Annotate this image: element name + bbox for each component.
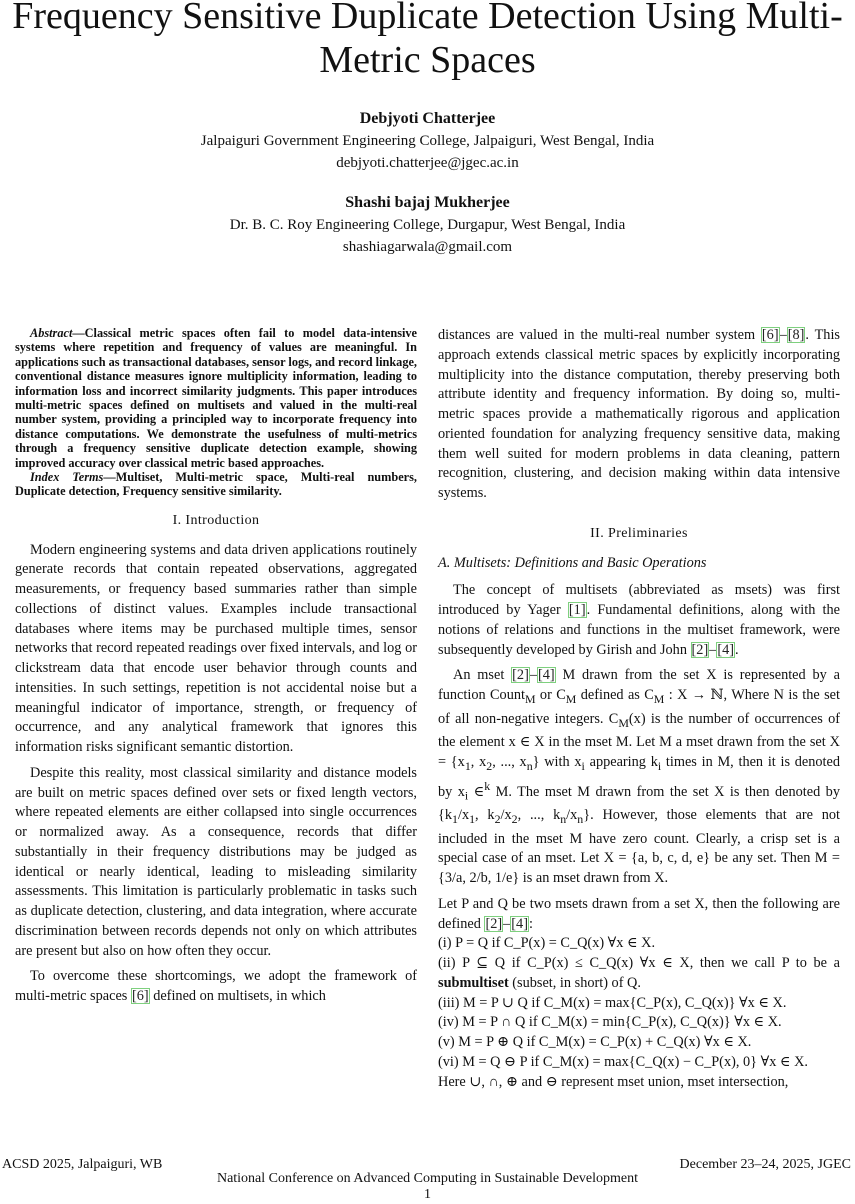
author-name: Shashi bajaj Mukherjee xyxy=(345,194,510,211)
citation-link[interactable]: [4] xyxy=(537,667,555,684)
subscript: i xyxy=(657,758,662,773)
superscript: k xyxy=(484,778,491,793)
bold-term: submultiset xyxy=(438,974,509,991)
text-run: defined as C xyxy=(576,687,654,703)
intro-paragraph-3-continued xyxy=(438,326,840,504)
text-run: An mset xyxy=(453,667,505,684)
prelim-paragraph-1 xyxy=(438,581,840,660)
left-column xyxy=(15,326,417,1013)
author-block-2 xyxy=(0,192,855,258)
page-number: 1 xyxy=(424,1187,431,1202)
citation-link[interactable]: [8] xyxy=(787,327,805,343)
index-terms xyxy=(15,470,417,499)
index-terms-lead: Index Terms xyxy=(30,470,104,485)
text-run: M. The mset M drawn from the set X is then denoted by {k xyxy=(438,783,840,823)
citation-link[interactable]: [2] xyxy=(485,915,503,932)
subscript: n xyxy=(526,758,533,773)
subsection-heading-multisets: A. Multisets: Definitions and Basic Operations xyxy=(438,554,707,571)
prelim-paragraph-2 xyxy=(438,666,840,889)
paper-title: Frequency Sensitive Duplicate Detection Using Multi-Metric Spaces xyxy=(12,0,843,81)
text-run: distances are valued in the multi-real number system xyxy=(438,327,756,343)
subscript: M xyxy=(565,691,577,706)
subscript: M xyxy=(653,691,665,706)
text-run: – xyxy=(779,327,787,343)
text-run: Let P and Q be two msets drawn from a set X, then the following are defined xyxy=(438,895,840,932)
text-run: times in M, then it is denoted by x xyxy=(438,753,841,800)
definition-item: (iv) M = P ∩ Q if C_M(x) = min{C_P(x), C_Q(x)} ∀x ∈ X. xyxy=(438,1014,782,1031)
text-run: , x xyxy=(470,753,487,770)
author-affiliation: Jalpaiguri Government Engineering College, Jalpaiguri, West Bengal, India xyxy=(200,133,655,149)
subscript: 1 xyxy=(452,811,458,826)
subscript: n xyxy=(577,811,584,826)
intro-paragraph-2: Despite this reality, most classical similarity and distance models are built on metric spaces defined over sets or fixed length vectors, where repeated elements are either collapsed into single occurrences or normalized away. As a consequence, records that differ substantially in their frequency distributions may be judged as identical or nearly identical, leading to misleading similarity assessments. This limitation is particularly problematic in tasks such as duplicate detection, clustering, and data integration, where accurate discrimination between records depends not only on which attributes are present but also on how often they occur. xyxy=(15,764,417,959)
definition-item: Here ∪, ∩, ⊕ and ⊖ represent mset union, mset intersection, xyxy=(438,1073,789,1090)
text-run: }. However, those elements that are not included in the mset M have zero count. Clearly, a crisp set is a special case of an mset. Let X = {a, b, c, d, e} be any set. Then M = {3/a, 2/b, 1/e} is an mset drawn from X. xyxy=(438,806,841,887)
text-run: The concept of multisets (abbreviated as msets) was first introduced by Yager xyxy=(438,582,840,618)
subscript: 1 xyxy=(464,758,471,773)
subscript: n xyxy=(560,811,567,826)
definition-item xyxy=(438,954,840,994)
citation-link[interactable]: [4] xyxy=(511,915,528,932)
index-terms-text: —Multiset, Multi-metric space, Multi-real numbers, Duplicate detection, Frequency sensitive similarity. xyxy=(15,470,417,499)
definitions-list xyxy=(438,895,840,1093)
author-email: shashiagarwala@gmail.com xyxy=(342,239,513,255)
text-run: – xyxy=(709,641,717,658)
text-run: defined on multisets, in which xyxy=(153,988,326,1005)
subscript: i xyxy=(581,758,585,773)
footer-conference: ACSD 2025, Jalpaiguri, WB xyxy=(2,1157,163,1172)
text-run: /x xyxy=(500,806,512,823)
author-block-1 xyxy=(0,108,855,174)
text-run: , ..., x xyxy=(492,753,527,770)
text-run: – xyxy=(503,915,511,932)
intro-paragraph-3 xyxy=(15,967,417,1007)
text-run: M drawn from the set X is represented by a function Count xyxy=(438,667,840,703)
citation-link[interactable]: [4] xyxy=(717,641,735,658)
text-run: . xyxy=(735,641,739,658)
subscript: i xyxy=(464,788,469,803)
citation-link[interactable]: [6] xyxy=(761,327,779,343)
citation-link[interactable]: [2] xyxy=(512,667,529,684)
section-heading-introduction: I. Introduction xyxy=(172,512,260,528)
text-run: /x xyxy=(566,806,578,823)
intro-paragraph-1: Modern engineering systems and data driven applications routinely generate records that contain repeated observations, aggregated measurements, or frequency based summaries rather than simple collections of distinct values. Examples include transactional databases where items may be purchased multiple times, sensor networks that record repeated readings over fixed intervals, and log or clickstream data that encode user behavior through counts and intensities. In such settings, repetition is not accidental noise but a meaningful indicator of importance, strength, or frequency of occurrence, and any analytical framework that ignores this information risks significant semantic distortion. xyxy=(15,541,417,756)
text-run: , k xyxy=(475,806,495,823)
text-run: } with x xyxy=(532,753,582,770)
footer-conference-name: National Conference on Advanced Computing in Sustainable Development xyxy=(216,1171,639,1186)
definition-item: (v) M = P ⊕ Q if C_M(x) = C_P(x) + C_Q(x) ∀x ∈ X. xyxy=(438,1034,752,1051)
text-run: , ..., k xyxy=(517,806,561,823)
text-run: (ii) P ⊆ Q if C_P(x) ≤ C_Q(x) ∀x ∈ X, then we call P to be a xyxy=(438,955,840,972)
footer-date: December 23–24, 2025, JGEC xyxy=(679,1157,851,1172)
text-run: (subset, in short) of Q. xyxy=(512,974,641,991)
text-run: /x xyxy=(457,806,470,823)
citation-link[interactable]: [1] xyxy=(568,602,586,618)
citation-link[interactable]: [2] xyxy=(691,641,709,658)
text-run: To overcome these shortcomings, we adopt the framework of multi-metric spaces xyxy=(15,968,417,1005)
text-run: : X → ℕ, Where N is the set of all non-negative integers. C xyxy=(438,687,840,727)
text-run: : xyxy=(528,915,533,932)
author-name: Debjyoti Chatterjee xyxy=(359,110,496,127)
text-run: ∈ xyxy=(468,783,485,800)
text-run: appearing k xyxy=(584,753,658,770)
definition-item: (i) P = Q if C_P(x) = C_Q(x) ∀x ∈ X. xyxy=(438,935,656,952)
text-run: . This approach extends classical metric spaces by explicitly incorporating multiplicity into the distance computation, thereby preserving both attribute identity and frequency information. By doing so, multi-metric spaces provide a mathematically rigorous and application oriented foundation for analyzing frequency sensitive data, making them well suited for modern problems in data cleaning, pattern recognition, clustering, and decision making within data intensive systems. xyxy=(438,327,840,501)
text-run: . Fundamental definitions, along with the notions of relations and functions in the multiset framework, were subsequently developed by Girish and John xyxy=(438,602,840,658)
abstract-lead: Abstract xyxy=(30,326,73,340)
subscript: 2 xyxy=(486,758,493,773)
text-run: (x) is the number of occurrences of the element x ∈ X in the mset M. Let M a mset drawn from the set X = {x xyxy=(438,710,840,770)
subscript: M xyxy=(618,715,629,730)
definition-item: (iii) M = P ∪ Q if C_M(x) = max{C_P(x), C_Q(x)} ∀x ∈ X. xyxy=(438,994,787,1011)
author-affiliation: Dr. B. C. Roy Engineering College, Durgapur, West Bengal, India xyxy=(229,217,626,233)
subscript: 2 xyxy=(511,811,518,826)
abstract xyxy=(15,326,417,470)
definition-item: (vi) M = Q ⊖ P if C_M(x) = max{C_Q(x) − C_P(x), 0} ∀x ∈ X. xyxy=(438,1053,808,1070)
subscript: 1 xyxy=(469,811,476,826)
citation-link[interactable]: [6] xyxy=(131,988,149,1005)
abstract-text: —Classical metric spaces often fail to model data-intensive systems where repetition and frequency of values are meaningful. In applications such as transactional databases, sensor logs, and record linkage, conventional distance measures ignore multiplicity information, leading to information loss and incorrect similarity judgments. This paper introduces multi-metric spaces defined on multisets and valued in the multi-real number system, providing a principled way to incorporate frequency into distance computations. We demonstrate the usefulness of multi-metrics through a frequency sensitive duplicate detection example, showing improved accuracy over classical metric based approaches. xyxy=(15,326,417,470)
subscript: 2 xyxy=(494,811,501,826)
text-run: – xyxy=(529,667,537,684)
section-heading-preliminaries: II. Preliminaries xyxy=(590,525,688,541)
author-email: debjyoti.chatterjee@jgec.ac.in xyxy=(336,155,519,171)
definitions-intro xyxy=(438,895,840,935)
text-run: or C xyxy=(535,687,566,703)
right-column xyxy=(438,326,840,1092)
subscript: M xyxy=(524,691,536,706)
